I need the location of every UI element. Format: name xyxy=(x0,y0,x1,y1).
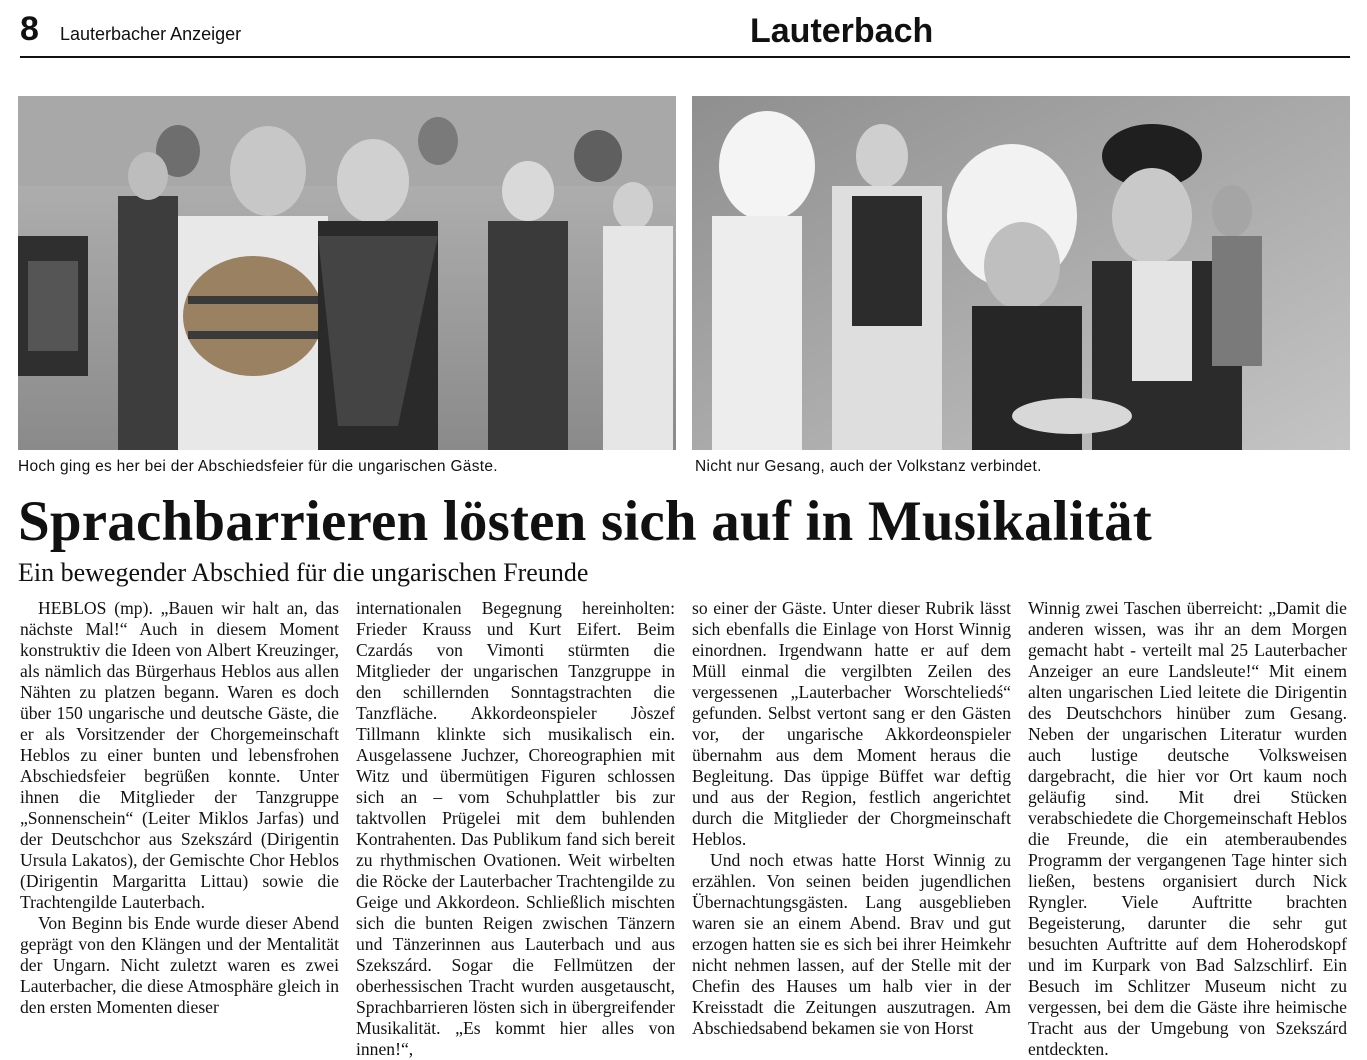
page-header xyxy=(20,8,1350,58)
column-3-paragraph-2: Und noch etwas hatte Horst Winnig zu erzählen. Von seinen beiden jugendlichen Übernachtungsgästen. Lang ausgeblieben waren sie an einem Abend. Brav und gut erzogen hatten sie es sich bei ihrer Heimkehr nicht nehmen lassen, auf der Stelle mit der Chefin des Hauses um halb vier in der Kreisstadt die Zeitungen auszutragen. Am Abschiedsabend bekamen sie von Horst xyxy=(692,850,1011,1038)
photo-folk-dance-image xyxy=(692,96,1350,450)
photo-caption-left: Hoch ging es her bei der Abschiedsfeier für die ungarischen Gäste. xyxy=(18,458,498,475)
newspaper-name: Lauterbacher Anzeiger xyxy=(60,24,242,44)
page-number: 8 xyxy=(20,10,39,48)
photo-caption-right: Nicht nur Gesang, auch der Volkstanz verbindet. xyxy=(695,458,1042,475)
photo-farewell-party-image xyxy=(18,96,676,450)
column-1-paragraph-1: HEBLOS (mp). „Bauen wir halt an, das nächste Mal!“ Auch in diesem Moment konstruktiv die Ideen von Albert Kreuzinger, als nämlich das Bürgerhaus Heblos aus allen Nähten zu platzen begann. Waren es doch über 150 ungarische und deutsche Gäste, die er als Vorsitzender der Chorgemeinschaft Heblos zu einer bunten und lebensfrohen Abschiedsfeier begrüßen konnte. Unter ihnen die Mitglieder der Tanzgruppe „Sonnenschein“ (Leiter Miklos Jarfas) und der Deutschchor aus Szekszárd (Dirigentin Ursula Lakatos), der Gemischte Chor Heblos (Dirigentin Margaritta Littau) sowie die Trachtengilde Lauterbach. xyxy=(20,598,339,912)
article-headline: Sprachbarrieren lösten sich auf in Musikalität xyxy=(18,490,1152,553)
column-1-paragraph-2: Von Beginn bis Ende wurde dieser Abend geprägt von den Klängen und der Mentalität der Ungarn. Nicht zuletzt waren es zwei Lauterbacher, die diese Atmosphäre gleich in den ersten Momenten dieser xyxy=(20,913,339,1017)
article-column-2 xyxy=(356,598,675,1060)
article-column-1 xyxy=(20,598,339,1018)
section-title: Lauterbach xyxy=(750,12,934,50)
article-column-3 xyxy=(692,598,1011,1039)
column-4-paragraph-1: Winnig zwei Taschen überreicht: „Damit die anderen wissen, was ihr an dem Morgen gemacht habt - verteilt mal 25 Lauterbacher Anzeiger an eure Landsleute!“ Mit einem alten ungarischen Lied leitete die Dirigentin des Deutschchors hinüber zum Gesang. Neben der ungarischen Literatur wurden auch lustige deutsche Volksweisen dargebracht, die hier vor Ort kaum noch geläufig sind. Mit drei Stücken verabschiedete die Chorgemeinschaft Heblos die Freunde, die ein atemberaubendes Programm der vergangenen Tage hinter sich ließen, bestens organisiert durch Nick Ryngler. Viele Auftritte brachten Begeisterung, darunter die sehr gut besuchten Auftritte auf dem Hoherodskopf und im Kurpark von Bad Salzschlirf. Ein Besuch im Schlitzer Museum nicht zu vergessen, bei dem die Gäste ihre heimische Tracht aus der Umgebung von Szekszárd entdeckten. xyxy=(1028,598,1347,1059)
article-column-4 xyxy=(1028,598,1347,1060)
column-3-paragraph-1: so einer der Gäste. Unter dieser Rubrik lässt sich ebenfalls die Einlage von Horst Winnig einordnen. Irgendwann hatte er auf dem Müll einmal die vergilbten Zeilen des vergessenen „Lauterbacher Worschteliedś“ gefunden. Selbst vertont sang er den Gästen vor, der ungarische Akkordeonspieler übernahm aus dem Moment heraus die Begleitung. Das üppige Büffet war deftig und aus der Region, festlich angerichtet durch die Mitglieder der Chorgmeinschaft Heblos. xyxy=(692,598,1011,849)
article-subheadline: Ein bewegender Abschied für die ungarischen Freunde xyxy=(18,558,589,587)
photo-farewell-party xyxy=(18,96,676,450)
column-2-paragraph-1: internationalen Begegnung hereinholten: Frieder Krauss und Kurt Eifert. Beim Czardás von Vimonti stürmten die Mitglieder der ungarischen Tanzgruppe in den schillernden Sonntagstrachten die Tanzfläche. Akkordeonspieler Jòszef Tillmann klinkte sich musikalisch ein. Ausgelassene Juchzer, Choreographien mit Witz und übermütigen Figuren schlossen sich an – vom Schuhplattler bis zur taktvollen Prügelei mit dem buhlenden Kontrahenten. Das Publikum fand sich bereit zu rhythmischen Ovationen. Weit wirbelten die Röcke der Lauterbacher Trachtengilde zu Geige und Akkordeon. Schließlich mischten sich die bunten Reigen zwischen Tänzern und Tänzerinnen aus Lauterbach und aus Szekszárd. Sogar die Fellmützen der oberhessischen Tracht wurden ausgetauscht, Sprachbarrieren lösten sich in übergreifender Musikalität. „Es kommt hier alles von innen!“, xyxy=(356,598,675,1059)
photo-folk-dance xyxy=(692,96,1350,450)
